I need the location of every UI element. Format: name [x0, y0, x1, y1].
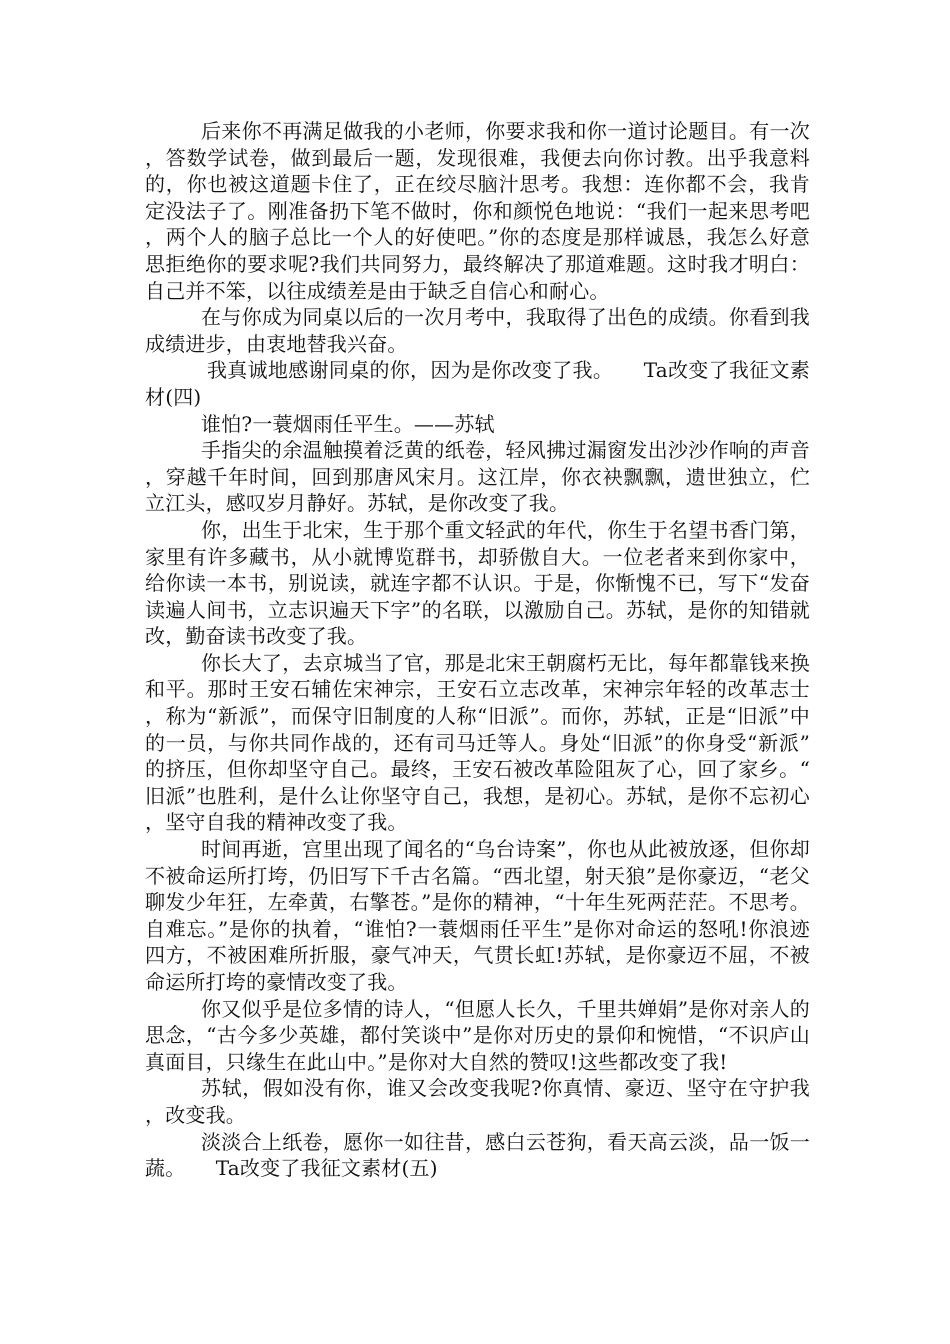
paragraph-8: 时间再逝，宫里出现了闻名的“乌台诗案”，你也从此被放逐，但你却不被命运所打垮，仍旧写下千古名篇。“西北望，射天狼”是你豪迈，“老父聊发少年狂，左牵黄，右擎苍。”是你的精神，“十年生死两茫茫。不思考。自难忘。”是你的执着，“谁怕?一蓑烟雨任平生”是你对命运的怒吼!你浪迹四方，不被困难所折服，豪气冲天，气贯长虹!苏轼，是你豪迈不屈，不被命运所打垮的豪情改变了我。	[145, 837, 810, 994]
paragraph-2: 在与你成为同桌以后的一次月考中，我取得了出色的成绩。你看到我成绩进步，由衷地替我兴奋。	[145, 305, 810, 356]
paragraph-4-quote: 谁怕?一蓑烟雨任平生。——苏轼	[201, 411, 495, 436]
paragraph-9: 你又似乎是位多情的诗人，“但愿人长久，千里共婵娟”是你对亲人的思念，“古今多少英雄，都付笑谈中”是你对历史的景仰和惋惜，“不识庐山真面目，只缘生在此山中。”是你对大自然的赞叹!这些都改变了我!	[145, 996, 810, 1074]
document-page	[145, 118, 810, 1182]
paragraph-5: 手指尖的余温触摸着泛黄的纸卷，轻风拂过漏窗发出沙沙作响的声音，穿越千年时间，回到那唐风宋月。这江岸，你衣袂飘飘，遗世独立，伫立江头，感叹岁月静好。苏轼，是你改变了我。	[145, 438, 810, 516]
paragraph-11: 淡淡合上纸卷，愿你一如往昔，感白云苍狗，看天高云淡，品一饭一蔬。 Ta改变了我征文素材(五)	[145, 1129, 810, 1181]
paragraph-10: 苏轼，假如没有你，谁又会改变我呢?你真情、豪迈、坚守在守护我，改变我。	[145, 1076, 810, 1127]
paragraph-6: 你，出生于北宋，生于那个重文轻武的年代，你生于名望书香门第，家里有许多藏书，从小就博览群书，却骄傲自大。一位老者来到你家中，给你读一本书，别说读，就连字都不认识。于是，你惭愧不已，写下“发奋读遍人间书，立志识遍天下字”的名联，以激励自己。苏轼，是你的知错就改，勤奋读书改变了我。	[145, 517, 810, 649]
paragraph-7: 你长大了，去京城当了官，那是北宋王朝腐朽无比，每年都靠钱来换和平。那时王安石辅佐宋神宗，王安石立志改革，宋神宗年轻的改革志士，称为“新派”，而保守旧制度的人称“旧派”。而你，苏轼，正是“旧派”中的一员，与你共同作战的，还有司马迁等人。身处“旧派”的你身受“新派”的挤压，但你却坚守自己。最终，王安石被改革险阻灰了心，回了家乡。“旧派”也胜利，是什么让你坚守自己，我想，是初心。苏轼，是你不忘初心，坚守自我的精神改变了我。	[145, 650, 810, 835]
paragraph-1: 后来你不再满足做我的小老师，你要求我和你一道讨论题目。有一次，答数学试卷，做到最后一题，发现很难，我便去向你讨教。出乎我意料的，你也被这道题卡住了，正在绞尽脑汁思考。我想：连你都不会，我肯定没法子了。刚准备扔下笔不做时，你和颜悦色地说：“我们一起来思考吧，两个人的脑子总比一个人的好使吧。”你的态度是那样诚恳，我怎么好意思拒绝你的要求呢?我们共同努力，最终解决了那道难题。这时我才明白：自己并不笨，以往成绩差是由于缺乏自信心和耐心。	[145, 119, 810, 303]
paragraph-3: 我真诚地感谢同桌的你，因为是你改变了我。 Ta改变了我征文素材(四)	[145, 358, 810, 409]
